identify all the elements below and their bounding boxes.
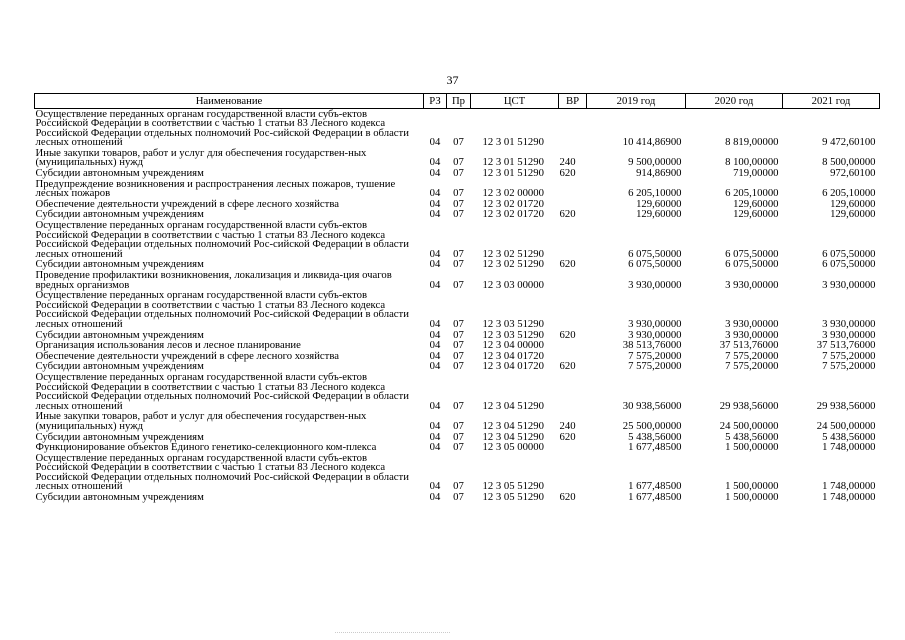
cell-name: Осуществление переданных органам государственной власти субъ-ектов Российской Федерации в соответствии с частью 1 статьи 83 Лесного кодекса Российской Федерации отдельных полномочий Рос-сийской Федерации в области лесных отношений [35, 219, 409, 260]
cell-y2019: 1 677,48500 [628, 441, 682, 454]
cell-pr: 07 [453, 208, 464, 221]
cell-pr: 07 [453, 441, 464, 454]
cell-y2019: 3 930,00000 [628, 328, 682, 341]
cell-pr: 07 [453, 491, 464, 504]
cell-y2020: 6 205,10000 [725, 187, 779, 200]
cell-y2019: 6 205,10000 [628, 187, 682, 200]
cell-y2021: 8 500,00000 [822, 156, 876, 169]
cell-y2019: 3 930,00000 [628, 317, 682, 330]
cell-vr [559, 271, 587, 291]
cell-pr: 07 [453, 247, 464, 260]
cell-y2021: 3 930,00000 [822, 317, 876, 330]
cell-y2019: 3 930,00000 [628, 278, 682, 291]
cell-rz: 04 [429, 349, 441, 362]
table-row [35, 412, 880, 432]
cell-name: Проведение профилактики возникновения, локализация и ликвида-ция очагов вредных организмов [35, 269, 392, 291]
cell-pr: 07 [453, 399, 464, 412]
cell-y2021: 129,60000 [830, 197, 876, 210]
cell-rz: 04 [429, 317, 441, 330]
cell-y2020: 24 500,00000 [719, 419, 779, 432]
cell-y2019: 7 575,20000 [628, 360, 682, 373]
cell-pr: 07 [453, 430, 464, 443]
cell-y2021: 1 748,00000 [822, 441, 876, 454]
cell-y2021: 6 205,10000 [822, 187, 876, 200]
cell-vr [559, 109, 587, 149]
cell-cst: 12 3 02 01720 [482, 208, 544, 221]
header-cst: ЦСТ [471, 94, 559, 109]
cell-y2019: 5 438,56000 [628, 430, 682, 443]
page-number: 37 [446, 73, 459, 87]
cell-y2020: 29 938,56000 [719, 399, 779, 412]
cell-cst: 12 3 01 51290 [482, 136, 544, 149]
cell-pr: 07 [453, 258, 464, 271]
cell-cst: 12 3 02 51290 [482, 247, 544, 260]
cell-vr: 620 [559, 328, 576, 341]
cell-rz: 04 [429, 156, 441, 169]
cell-vr: 620 [559, 208, 576, 221]
cell-cst: 12 3 05 00000 [482, 441, 544, 454]
cell-y2021: 1 748,00000 [822, 491, 876, 504]
cell-name: Иные закупки товаров, работ и услуг для обеспечения государствен-ных (муниципальных) нужд [35, 410, 367, 432]
cell-y2021: 29 938,56000 [816, 399, 876, 412]
cell-y2020: 1 500,00000 [725, 491, 779, 504]
cell-y2021: 5 438,56000 [822, 430, 876, 443]
cell-y2020: 129,60000 [733, 208, 779, 221]
cell-y2019: 914,86900 [636, 167, 682, 180]
cell-cst: 12 3 04 00000 [482, 339, 544, 352]
cell-vr [559, 221, 587, 260]
cell-pr: 07 [453, 156, 464, 169]
cell-rz: 04 [429, 247, 441, 260]
cell-y2020: 37 513,76000 [719, 339, 779, 352]
cell-cst: 12 3 02 51290 [482, 258, 544, 271]
cell-rz: 04 [429, 430, 441, 443]
cell-y2021: 6 075,50000 [822, 258, 876, 271]
cell-y2020: 8 819,00000 [725, 136, 779, 149]
cell-pr: 07 [453, 349, 464, 362]
cell-name: Субсидии автономным учреждениям [35, 430, 204, 443]
header-rz: РЗ [424, 94, 447, 109]
cell-rz: 04 [429, 187, 441, 200]
cell-vr [559, 372, 587, 411]
cell-name: Субсидии автономным учреждениям [35, 208, 204, 221]
cell-cst: 12 3 04 01720 [482, 360, 544, 373]
table-row [35, 148, 880, 168]
cell-y2020: 7 575,20000 [725, 360, 779, 373]
table-row [35, 291, 880, 330]
cell-vr [559, 453, 587, 492]
cell-rz: 04 [429, 480, 441, 493]
cell-y2021: 3 930,00000 [822, 328, 876, 341]
cell-y2019: 10 414,86900 [622, 136, 682, 149]
cell-vr: 620 [559, 258, 576, 271]
cell-rz: 04 [429, 328, 441, 341]
cell-y2019: 9 500,00000 [628, 156, 682, 169]
cell-name: Обеспечение деятельности учреждений в сфере лесного хозяйства [35, 197, 339, 210]
cell-pr: 07 [453, 187, 464, 200]
cell-y2020: 1 500,00000 [725, 441, 779, 454]
cell-y2019: 1 677,48500 [628, 491, 682, 504]
cell-y2021: 3 930,00000 [822, 278, 876, 291]
cell-name: Осуществление переданных органам государственной власти субъ-ектов Российской Федерации в соответствии с частью 1 статьи 83 Лесного кодекса Российской Федерации отдельных полномочий Рос-сийской Федерации в области лесных отношений [35, 107, 409, 149]
header-pr: Пр [447, 94, 471, 109]
cell-y2019: 129,60000 [636, 208, 682, 221]
cell-name: Субсидии автономным учреждениям [35, 167, 204, 180]
header-vr: ВР [559, 94, 587, 109]
cell-pr: 07 [453, 197, 464, 210]
cell-rz: 04 [429, 208, 441, 221]
cell-cst: 12 3 04 51290 [482, 430, 544, 443]
cell-y2020: 6 075,50000 [725, 247, 779, 260]
cell-rz: 04 [429, 441, 441, 454]
cell-name: Осуществление переданных органам государственной власти субъ-ектов Российской Федерации в соответствии с частью 1 статьи 83 Лесного кодекса Российской Федерации отдельных полномочий Рос-сийской Федерации в области лесных отношений [35, 289, 409, 330]
cell-y2020: 3 930,00000 [725, 278, 779, 291]
cell-name: Функционирование объектов Единого генетико-селекционного ком-плекса [35, 441, 377, 454]
cell-rz: 04 [429, 491, 441, 504]
cell-cst: 12 3 04 51290 [482, 419, 544, 432]
cell-vr [559, 341, 587, 352]
cell-y2019: 25 500,00000 [622, 419, 682, 432]
cell-rz: 04 [429, 258, 441, 271]
cell-cst: 12 3 01 51290 [482, 167, 544, 180]
table-row [35, 372, 880, 411]
cell-pr: 07 [453, 360, 464, 373]
cell-rz: 04 [429, 167, 441, 180]
cell-rz: 04 [429, 360, 441, 373]
cell-rz: 04 [429, 419, 441, 432]
cell-name: Иные закупки товаров, работ и услуг для обеспечения государствен-ных (муниципальных) нужд [35, 146, 367, 169]
table-row [35, 179, 880, 199]
cell-vr: 620 [559, 167, 576, 180]
cell-pr: 07 [453, 317, 464, 330]
cell-vr: 620 [559, 491, 576, 504]
table-row [35, 221, 880, 260]
cell-pr: 07 [453, 136, 464, 149]
cell-name: Субсидии автономным учреждениям [35, 258, 204, 271]
cell-name: Субсидии автономным учреждениям [35, 360, 204, 373]
cell-vr: 620 [559, 430, 576, 443]
cell-y2019: 6 075,50000 [628, 258, 682, 271]
table-row [35, 271, 880, 291]
cell-y2019: 6 075,50000 [628, 247, 682, 260]
header-2020: 2020 год [686, 94, 783, 109]
cell-rz: 04 [429, 197, 441, 210]
cell-cst: 12 3 04 01720 [482, 349, 544, 362]
table-row [35, 453, 880, 492]
cell-y2020: 3 930,00000 [725, 317, 779, 330]
cell-y2021: 24 500,00000 [816, 419, 876, 432]
cell-rz: 04 [429, 399, 441, 412]
cell-name: Субсидии автономным учреждениям [35, 491, 204, 504]
cell-vr: 620 [559, 360, 576, 373]
cell-y2020: 1 500,00000 [725, 480, 779, 493]
cell-pr: 07 [453, 167, 464, 180]
page-edge-fragment [335, 632, 450, 639]
cell-y2020: 129,60000 [733, 197, 779, 210]
cell-y2021: 129,60000 [830, 208, 876, 221]
cell-y2020: 5 438,56000 [725, 430, 779, 443]
cell-vr: 240 [559, 156, 576, 169]
cell-cst: 12 3 01 51290 [482, 156, 544, 169]
header-name: Наименование [35, 94, 424, 109]
table-row [35, 493, 880, 504]
cell-pr: 07 [453, 328, 464, 341]
cell-vr [559, 291, 587, 330]
cell-cst: 12 3 04 51290 [482, 399, 544, 412]
cell-vr [559, 179, 587, 199]
cell-cst: 12 3 03 51290 [482, 328, 544, 341]
cell-pr: 07 [453, 278, 464, 291]
header-2019: 2019 год [587, 94, 686, 109]
cell-vr [559, 443, 587, 454]
cell-y2021: 7 575,20000 [822, 360, 876, 373]
cell-y2020: 7 575,20000 [725, 349, 779, 362]
cell-y2019: 30 938,56000 [622, 399, 682, 412]
cell-y2020: 3 930,00000 [725, 328, 779, 341]
cell-pr: 07 [453, 480, 464, 493]
table-header-row [35, 94, 880, 109]
cell-cst: 12 3 02 00000 [482, 187, 544, 200]
cell-y2019: 129,60000 [636, 197, 682, 210]
cell-y2019: 38 513,76000 [622, 339, 682, 352]
budget-table [34, 93, 880, 503]
header-2021: 2021 год [783, 94, 880, 109]
cell-y2021: 1 748,00000 [822, 480, 876, 493]
cell-cst: 12 3 03 00000 [482, 278, 544, 291]
cell-name: Осуществление переданных органам государственной власти субъ-ектов Российской Федерации в соответствии с частью 1 статьи 83 Лесного кодекса Российской Федерации отдельных полномочий Рос-сийской Федерации в области лесных отношений [35, 451, 409, 493]
cell-y2019: 1 677,48500 [628, 480, 682, 493]
cell-rz: 04 [429, 136, 441, 149]
cell-y2021: 972,60100 [830, 167, 876, 180]
cell-y2019: 7 575,20000 [628, 349, 682, 362]
cell-name: Обеспечение деятельности учреждений в сфере лесного хозяйства [35, 349, 339, 362]
cell-cst: 12 3 03 51290 [482, 317, 544, 330]
table-body [35, 109, 880, 504]
cell-cst: 12 3 05 51290 [482, 491, 544, 504]
cell-cst: 12 3 02 01720 [482, 197, 544, 210]
table-row [35, 109, 880, 149]
cell-name: Осуществление переданных органам государственной власти субъ-ектов Российской Федерации в соответствии с частью 1 статьи 83 Лесного кодекса Российской Федерации отдельных полномочий Рос-сийской Федерации в области лесных отношений [35, 370, 409, 412]
cell-y2021: 7 575,20000 [822, 349, 876, 362]
cell-name: Предупреждение возникновения и распространения лесных пожаров, тушение лесных пожаров [35, 177, 396, 200]
cell-rz: 04 [429, 278, 441, 291]
cell-y2020: 719,00000 [733, 167, 779, 180]
cell-pr: 07 [453, 339, 464, 352]
cell-name: Субсидии автономным учреждениям [35, 328, 204, 341]
cell-vr: 240 [559, 419, 576, 432]
cell-pr: 07 [453, 419, 464, 432]
cell-rz: 04 [429, 339, 441, 352]
cell-cst: 12 3 05 51290 [482, 480, 544, 493]
cell-name: Организация использования лесов и лесное планирование [35, 339, 301, 352]
cell-y2021: 6 075,50000 [822, 247, 876, 260]
cell-y2020: 8 100,00000 [725, 156, 779, 169]
cell-y2021: 37 513,76000 [816, 339, 876, 352]
cell-y2021: 9 472,60100 [822, 136, 876, 149]
cell-y2020: 6 075,50000 [725, 258, 779, 271]
